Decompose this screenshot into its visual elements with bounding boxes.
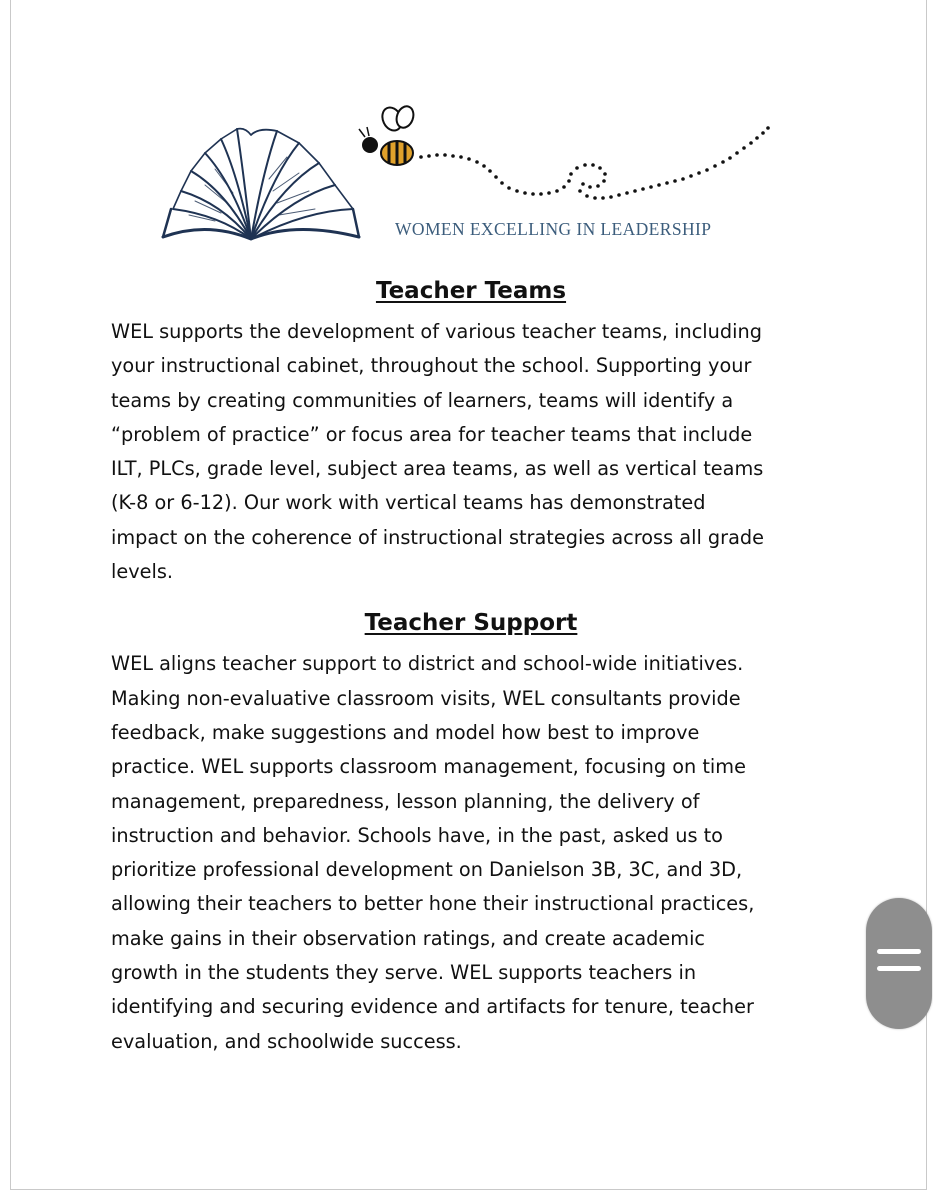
scroll-handle[interactable]: [866, 898, 932, 1029]
logo-tagline: WOMEN EXCELLING IN LEADERSHIP: [395, 219, 712, 239]
document-page: [10, 0, 927, 1190]
section-heading-teacher-teams: Teacher Teams: [375, 278, 567, 304]
grip-line-bottom: [877, 966, 921, 971]
grip-line-top: [877, 949, 921, 954]
dotted-flight-path: [419, 126, 770, 200]
section-heading-teacher-support: Teacher Support: [364, 610, 578, 637]
section-body-teacher-teams: WEL supports the development of various teacher teams, including your instructional cabinet, throughout the school. Supporting your teams by creating communities of learners, teams will identify a “problem of practice” or focus area for teacher teams that include ILT, PLCs, grade level, subject area teams, as well as vertical teams (K-8 or 6-12). Our work with vertical teams has demonstrated impact on the coherence of instructional strategies across all grade levels.: [111, 320, 765, 584]
open-book-icon: [163, 129, 359, 239]
section-body-teacher-support: WEL aligns teacher support to district and school-wide initiatives. Making non-evaluative classroom visits, WEL consultants provide feedback, make suggestions and model how best to improve practice. WEL supports classroom management, focusing on time management, preparedness, lesson planning, the delivery of instruction and behavior. Schools have, in the past, asked us to prioritize professional development on Danielson 3B, 3C, and 3D, allowing their teachers to better hone their instructional practices, make gains in their observation ratings, and create academic growth in the students they serve. WEL supports teachers in identifying and securing evidence and artifacts for tenure, teacher evaluation, and schoolwide success.: [111, 652, 755, 1053]
bee-icon: [359, 105, 416, 165]
wel-logo: [159, 105, 779, 255]
document-content: [111, 275, 831, 1059]
